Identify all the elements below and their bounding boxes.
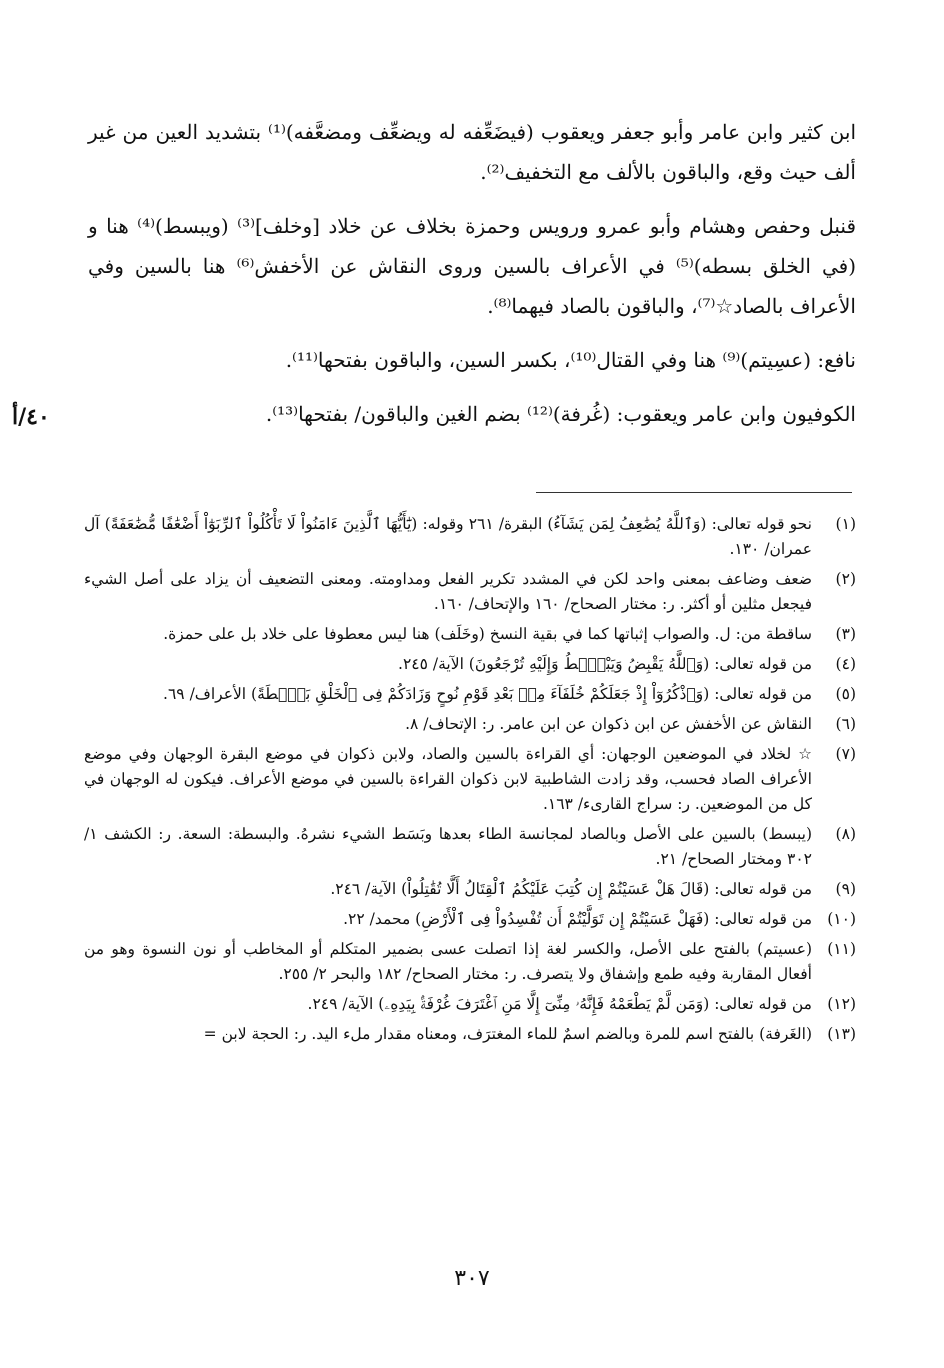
main-paragraph: نافع: (عسِيتم)⁽⁹⁾ هنا وفي القتال⁽¹⁰⁾، بكسر السين، والباقون بفتحها⁽¹¹⁾. — [285, 348, 856, 372]
footnote-number: (٤) — [835, 655, 856, 673]
main-paragraph: قنبل وحفص وهشام وأبو عمرو ورويس وحمزة بخلاف عن خلاد [وخلف]⁽³⁾ (ويبسط)⁽⁴⁾ هنا و (في الخلق بسطه)⁽⁵⁾ في الأعراف بالسين وروى النقاش عن الأخفش⁽⁶⁾ هنا بالسين وفي الأعراف بالصاد☆⁽⁷⁾، والباقون بالصاد فيهما⁽⁸⁾. — [88, 214, 857, 318]
footnote-text: (عسيتم) بالفتح على الأصل، والكسر لغة إذا اتصلت عسى بضمير المتكلم أو المخاطب أو نون النسوة وهو من أفعال المقاربة وفيه طمع وإشفاق ولا يتصرف. ر: مختار الصحاح/ ١٨٢ والبحر ٢/ ٢٥٥. — [84, 940, 812, 983]
footnote-text: من قوله تعالى: (وَٱللَّهُ يَقْبِضُ وَيَبْصُۜطُ وَإِلَيْهِ تُرْجَعُونَ) الآية/ ٢٤٥. — [398, 655, 812, 673]
footnote-number: (١٠) — [827, 910, 856, 928]
footnote-text: من قوله تعالى: (فَهَلْ عَسَيْتُمْ إِن تَوَلَّيْتُمْ أَن تُفْسِدُواْ فِى ٱلْأَرْضِ) محمد/ ٢٢. — [343, 910, 812, 928]
footnote — [84, 622, 856, 647]
footnote — [84, 907, 856, 932]
footnote — [84, 822, 856, 872]
footnote-number: (١٢) — [827, 995, 856, 1013]
main-text — [88, 112, 856, 448]
footnote — [84, 712, 856, 737]
footnote — [84, 652, 856, 677]
footnote-text: نحو قوله تعالى: (وَٱللَّهُ يُضَٰعِفُ لِمَن يَشَآءُ) البقرة/ ٢٦١ وقوله: (يَٰٓأَيُّهَا ٱلَّذِينَ ءَامَنُواْ لَا تَأْكُلُواْ ٱلرِّبَوٰٓاْ أَضْعَٰفًا مُّضَٰعَفَةً) آل عمران/ ١٣٠. — [84, 515, 812, 558]
footnote-text: من قوله تعالى: (وَٱذْكُرُوٓاْ إِذْ جَعَلَكُمْ خُلَفَآءَ مِنۢ بَعْدِ قَوْمِ نُوحٍ وَزَادَكُمْ فِى ٱلْخَلْقِ بَصْۜطَةً) الأعراف/ ٦٩. — [163, 685, 812, 703]
footnote — [84, 877, 856, 902]
footnote-text: ساقطة من: ل. والصواب إثباتها كما في بقية النسخ (وخَلَف) هنا ليس معطوفا على خلاد بل على حمزة. — [163, 625, 812, 643]
footnote-number: (١١) — [827, 940, 856, 958]
footnote — [84, 1022, 856, 1047]
footnote-number: (٩) — [835, 880, 856, 898]
footnote-text: من قوله تعالى: (قَالَ هَلْ عَسَيْتُمْ إِن كُتِبَ عَلَيْكُمُ ٱلْقِتَالُ أَلَّا تُقَٰتِلُواْ) الآية/ ٢٤٦. — [330, 880, 812, 898]
footnote-number: (١) — [835, 515, 856, 533]
footnote-text: (يبسط) بالسين على الأصل وبالصاد لمجانسة الطاء بعدها وبَسَط الشيء نشرهُ. والبسطة: السعة. ر: الكشف ١/ ٣٠٢ ومختار الصحاح/ ٢١. — [84, 825, 812, 868]
footnote-number: (٦) — [835, 715, 856, 733]
footnote — [84, 937, 856, 987]
footnote — [84, 992, 856, 1017]
footnote-number: (٧) — [835, 745, 856, 763]
footnote-text: من قوله تعالى: (وَمَن لَّمْ يَطْعَمْهُ فَإِنَّهُۥ مِنِّىٓ إِلَّا مَنِ ٱغْتَرَفَ غُرْفَةًۢ بِيَدِهِۦ) الآية/ ٢٤٩. — [307, 995, 812, 1013]
footnote — [84, 682, 856, 707]
footnote-number: (٨) — [835, 825, 856, 843]
folio-marker: ٤٠/أ — [12, 404, 50, 430]
footnote-divider — [536, 492, 852, 493]
footnote-number: (١٣) — [827, 1025, 856, 1043]
footnote-text: ☆ لخلاد في الموضعين الوجهان: أي القراءة بالسين والصاد، ولابن ذكوان في موضع البقرة الوجهان وفي موضع الأعراف الصاد فحسب، وقد زادت الشاطبية لابن ذكوان القراءة بالسين في موضع الأعراف. فيكون له الوجهان في كل من الموضعين. ر: سراج القارىء/ ١٦٣. — [84, 745, 812, 813]
page-number: ٣٠٧ — [454, 1266, 490, 1291]
footnote — [84, 512, 856, 562]
footnote — [84, 742, 856, 817]
footnote-text: (الغَرفة) بالفتح اسم للمرة وبالضم اسمٌ للماء المغترَف، ومعناه مقدار ملء اليد. ر: الحجة لابن = — [203, 1025, 812, 1043]
footnote-text: ضعف وضاعف بمعنى واحد لكن في المشدد تكرير الفعل ومداومته. ومعنى التضعيف أن يزاد على أصل الشيء فيجعل مثلين أو أكثر. ر: مختار الصحاح/ ١٦٠ والإتحاف/ ١٦٠. — [84, 570, 812, 613]
main-paragraph: الكوفيون وابن عامر ويعقوب: (غُرفة)⁽¹²⁾ بضم الغين والباقون/ بفتحها⁽¹³⁾. — [265, 402, 856, 426]
footnote-number: (٥) — [835, 685, 856, 703]
footnotes — [84, 512, 856, 1052]
footnote-number: (٢) — [835, 570, 856, 588]
footnote-number: (٣) — [835, 625, 856, 643]
footnote-text: النقاش عن الأخفش عن ابن ذكوان عن ابن عامر. ر: الإتحاف/ ٨. — [405, 715, 812, 733]
main-paragraph: ابن كثير وابن عامر وأبو جعفر ويعقوب (فيضَعِّفه له ويضعِّف ومضعَّفه)⁽¹⁾ بتشديد العين من غير ألف حيث وقع، والباقون بالألف مع التخفيف⁽²⁾. — [88, 120, 856, 184]
footnote — [84, 567, 856, 617]
